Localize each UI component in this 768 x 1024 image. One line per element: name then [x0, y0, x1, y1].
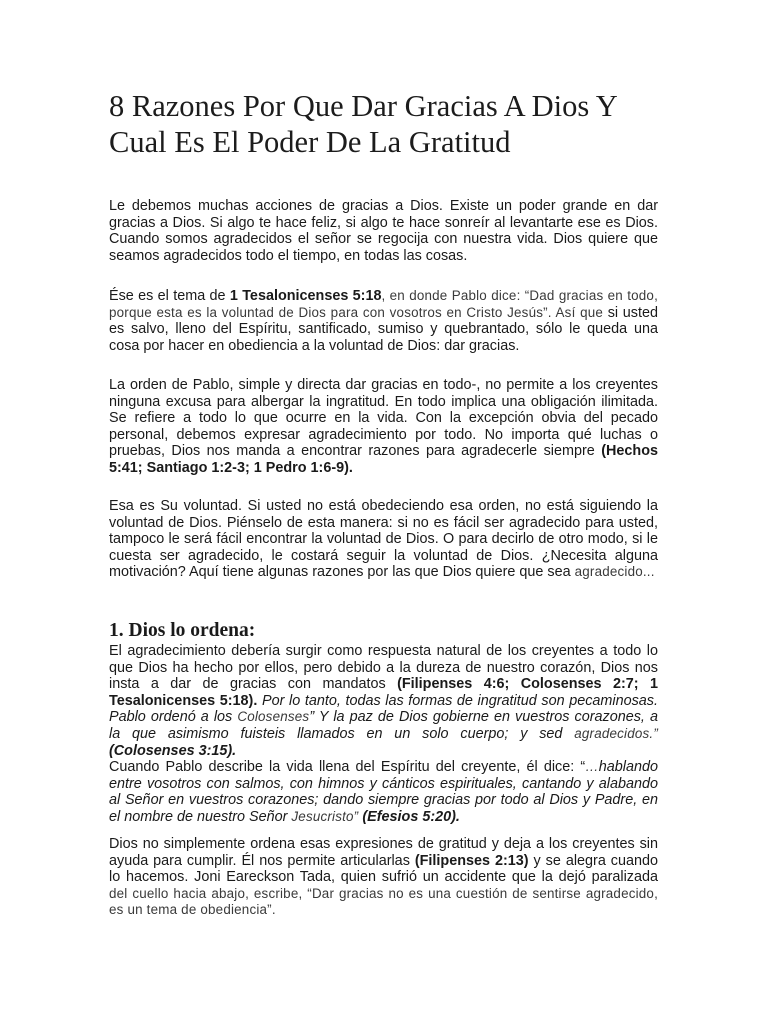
text: Dios no simplemente ordena esas expresiones de gratitud y deja a los creyentes sin ayuda para cumplir. Él nos permite articularlas	[109, 836, 658, 869]
paragraph-orden-de-pablo	[109, 377, 658, 477]
text: Cuando Pablo describe la vida llena del Espíritu del creyente, él dice: “	[109, 759, 586, 776]
text: agradecidos.”	[574, 725, 658, 741]
text: ” Y la paz de Dios gobierne en vuestros corazones, a la que asimismo fuisteis llamados en un solo cuerpo; y sed	[109, 709, 658, 742]
scripture-reference: 1 Tesalonicenses 5:18	[229, 288, 382, 304]
paragraph-intro	[109, 198, 658, 264]
scripture-reference: (Colosenses 3:15).	[109, 742, 237, 759]
paragraph-dios-lo-ordena	[109, 643, 658, 826]
text: , en donde Pablo dice: “Dad gracias en todo, porque esta es la voluntad de Dios para con vosotros en Cristo Jesús”. Así que	[109, 288, 658, 320]
text: Ése es el tema de	[109, 288, 230, 304]
scripture-reference: (Filipenses 4:6; Colosenses 2:7; 1 Tesalonicenses 5:18).	[109, 676, 658, 709]
scripture-reference: (Efesios 5:20).	[358, 808, 460, 825]
paragraph-tesalonicenses	[109, 288, 658, 354]
text: Le debemos muchas acciones de gracias a Dios. Existe un poder grande en dar gracias a Dios. Si algo te hace feliz, si algo te hace sonreír al levantarte ese es Dios. Cuando somos agradecidos el señor se regocija con nuestra vida. Dios quiere que seamos agradecidos todo el tiempo, en todas las cosas.	[109, 198, 658, 264]
text: hablando entre vosotros con salmos, con himnos y cánticos espirituales, cantando y alabando al Señor en vuestros corazones; dando siempre gracias por todo al Dios y Padre, en el nombre de nuestro Señor	[109, 759, 658, 825]
text: si usted es salvo, lleno del Espíritu, santificado, sumiso y quebrantado, sólo le queda una cosa por hacer en obediencia a la voluntad de Dios: dar gracias.	[109, 304, 658, 354]
text: y se alegra cuando lo hacemos. Joni Eareckson Tada, quien sufrió un accidente que la dejó paralizada	[109, 852, 659, 886]
text: El agradecimiento debería surgir como respuesta natural de los creyentes a todo lo que Dios ha hecho por ellos, pero debido a la dureza de nuestro corazón, Dios nos insta a dar de gracias con mandatos	[109, 643, 658, 693]
paragraph-joni	[109, 836, 658, 919]
text: agradecido...	[574, 564, 655, 580]
text: del cuello hacia abajo, escribe, “Dar gracias no es una cuestión de sentirse agradecido, es un tema de obediencia”.	[109, 885, 658, 918]
scripture-reference: (Filipenses 2:13)	[414, 852, 529, 869]
text: Colosenses	[237, 709, 310, 725]
text: Jesucristo”	[291, 808, 359, 824]
text: Esa es Su voluntad. Si usted no está obedeciendo esa orden, no está siguiendo la voluntad de Dios. Piénselo de esta manera: si no es fácil ser agradecido para usted, tampoco le será fácil encontrar la voluntad de Dios. O para decirlo de otro modo, si le cuesta ser agradecido, le costará seguir la voluntad de Dios. ¿Necesita alguna motivación? Aquí tiene algunas razones por las que Dios quiere que sea	[109, 498, 658, 581]
section-heading: 1. Dios lo ordena:	[109, 620, 256, 641]
text: …	[585, 759, 599, 775]
scripture-reference: (Hechos 5:41; Santiago 1:2-3; 1 Pedro 1:6-9).	[109, 443, 658, 476]
text: Por lo tanto, todas las formas de ingratitud son pecaminosas. Pablo ordenó a los	[109, 692, 658, 726]
page-title: 8 Razones Por Que Dar Gracias A Dios Y Cual Es El Poder De La Gratitud	[109, 89, 617, 159]
text: La orden de Pablo, simple y directa dar gracias en todo-, no permite a los creyentes ninguna excusa para albergar la ingratitud. En todo implica una obligación ilimitada. Se refiere a todo lo que ocurre en la vida. Con la excepción obvia del pecado personal, debemos expresar agradecimiento por todo. No importa qué luchas o pruebas, Dios nos manda a encontrar razones para agradecerle siempre	[109, 377, 658, 460]
paragraph-su-voluntad	[109, 498, 658, 581]
